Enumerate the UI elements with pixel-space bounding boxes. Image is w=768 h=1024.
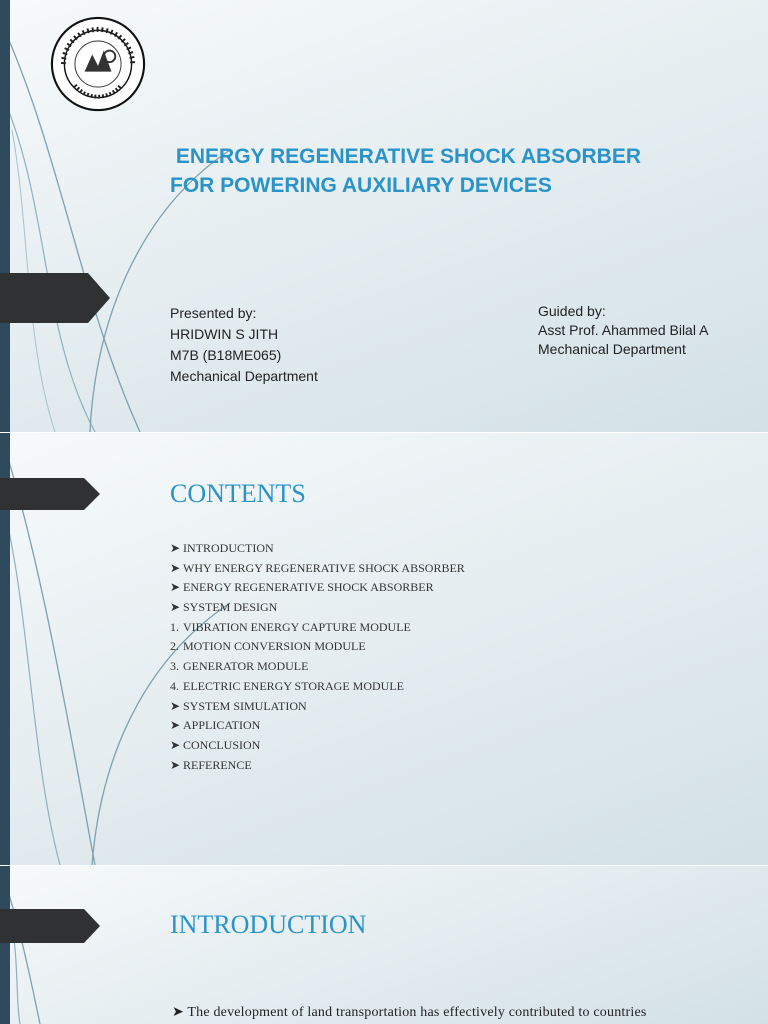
list-item: 4. ELECTRIC ENERGY STORAGE MODULE [170, 678, 404, 693]
list-item: ➤ SYSTEM SIMULATION [170, 698, 307, 713]
intro-first-line: ➤ The development of land transportation has effectively contributed to countries [172, 1005, 647, 1020]
list-item: ➤ SYSTEM DESIGN [170, 600, 278, 615]
guide-department: Mechanical Department [538, 341, 686, 357]
slide-introduction [0, 866, 768, 1024]
arrow-tab [0, 478, 100, 510]
presentation-title: ENERGY REGENERATIVE SHOCK ABSORBER FOR POWERING AUXILIARY DEVICES [170, 145, 642, 197]
contents-list [170, 539, 465, 775]
contents-heading: CONTENTS [170, 479, 306, 508]
guide-block [538, 302, 708, 359]
presenter-roll: M7B (B18ME065) [170, 347, 282, 363]
arrow-tab [0, 909, 100, 943]
college-logo [50, 16, 146, 112]
presenter-name: HRIDWIN S JITH [170, 326, 279, 342]
slide-contents [0, 433, 768, 865]
guide-name: Asst Prof. Ahammed Bilal A [538, 322, 709, 338]
list-item: 2. MOTION CONVERSION MODULE [170, 639, 366, 654]
list-item: ➤ REFERENCE [170, 757, 252, 772]
list-item: ➤ ENERGY REGENERATIVE SHOCK ABSORBER [170, 580, 434, 595]
presenter-block [170, 303, 318, 387]
list-item: 1. VIBRATION ENERGY CAPTURE MODULE [170, 619, 411, 634]
list-item: 3. GENERATOR MODULE [170, 659, 309, 674]
list-item: ➤ CONCLUSION [170, 737, 261, 752]
presenter-department: Mechanical Department [170, 368, 318, 384]
slide-title [0, 0, 768, 432]
list-item: ➤ INTRODUCTION [170, 541, 274, 555]
decorative-curves [0, 866, 768, 1024]
list-item: ➤ WHY ENERGY REGENERATIVE SHOCK ABSORBER [170, 560, 465, 575]
arrow-tab [0, 273, 110, 323]
list-item: ➤ APPLICATION [170, 718, 261, 733]
presented-by-label: Presented by: [170, 305, 257, 321]
left-accent-bar [0, 866, 10, 1024]
left-accent-bar [0, 0, 10, 432]
introduction-heading: INTRODUCTION [170, 910, 367, 939]
guided-by-label: Guided by: [538, 303, 606, 319]
